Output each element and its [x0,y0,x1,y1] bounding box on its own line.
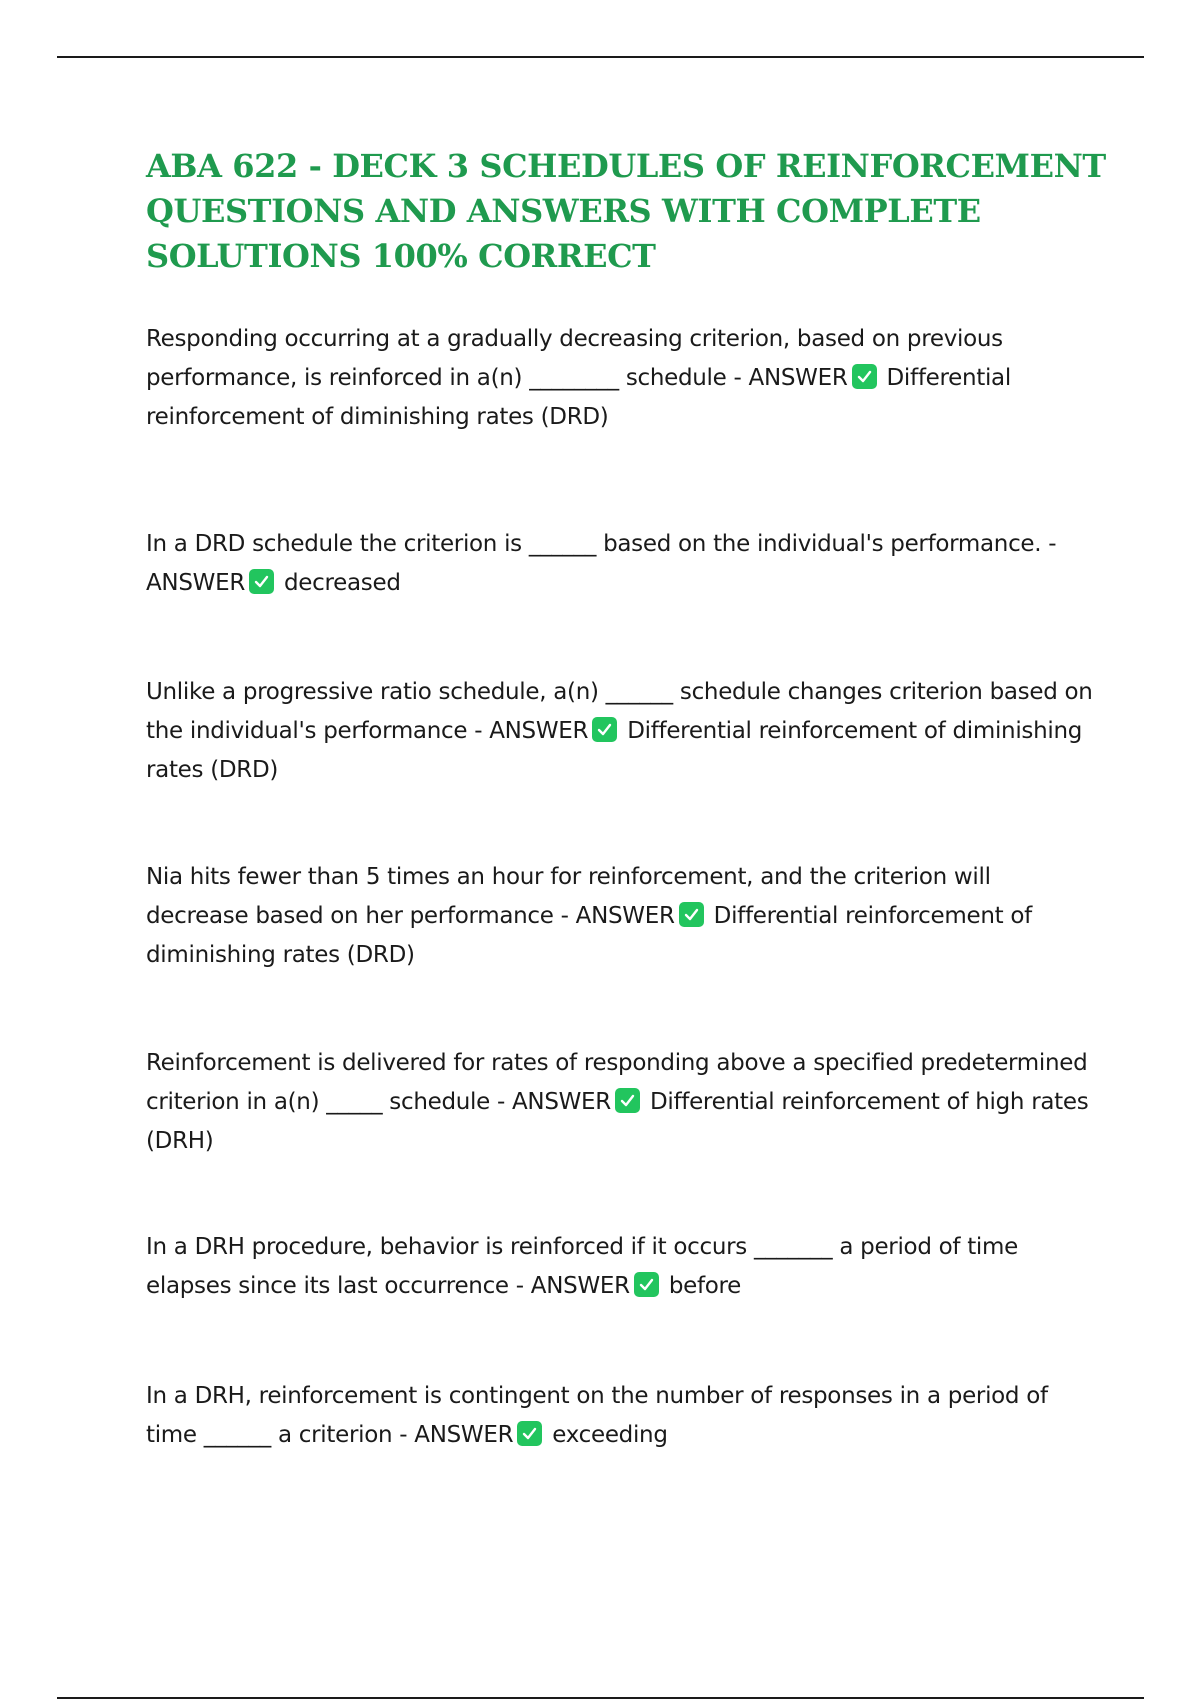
check-mark-icon [634,1272,659,1297]
qa-item-5 [146,1044,1096,1161]
qa-item-2 [146,525,1096,603]
check-mark-icon [679,902,704,927]
top-divider [57,56,1144,58]
answer-text: decreased [284,570,401,596]
question-text: Nia hits fewer than 5 times an hour for reinforcement, and the criterion will decrease based on her performance - ANSWER [146,864,991,929]
bottom-divider [57,1697,1144,1699]
qa-item-3 [146,673,1096,790]
question-text: Reinforcement is delivered for rates of responding above a specified predetermined criterion in a(n) _____ schedule - ANSWER [146,1050,1088,1115]
answer-text: before [668,1273,742,1299]
question-text: In a DRH procedure, behavior is reinforced if it occurs _______ a period of time elapses since its last occurrence - ANSWER [146,1234,1018,1299]
question-text: In a DRH, reinforcement is contingent on the number of responses in a period of time ______ a criterion - ANSWER [146,1383,1048,1448]
check-mark-icon [852,364,877,389]
answer-text: Differential reinforcement of diminishing rates (DRD) [146,718,1083,783]
qa-item-4 [146,858,1096,975]
qa-item-6 [146,1228,1096,1306]
qa-item-1 [146,320,1096,437]
check-mark-icon [249,569,274,594]
answer-text: exceeding [552,1422,668,1448]
check-mark-icon [517,1421,542,1446]
answer-text: Differential reinforcement of diminishing rates (DRD) [146,903,1032,968]
check-mark-icon [615,1088,640,1113]
answer-text: Differential reinforcement of diminishing rates (DRD) [146,365,1011,430]
question-text: Responding occurring at a gradually decreasing criterion, based on previous performance, is reinforced in a(n) ________ schedule - ANSWER [146,326,1003,391]
question-text: In a DRD schedule the criterion is ______ based on the individual's performance. - ANSWER [146,531,1057,596]
question-text: Unlike a progressive ratio schedule, a(n) ______ schedule changes criterion based on the individual's performance - ANSWER [146,679,1093,744]
check-mark-icon [592,717,617,742]
document-title: ABA 622 - DECK 3 SCHEDULES OF REINFORCEMENT QUESTIONS AND ANSWERS WITH COMPLETE SOLUTIONS 100% CORRECT [146,147,1106,275]
answer-text: Differential reinforcement of high rates (DRH) [146,1089,1089,1154]
qa-item-7 [146,1377,1096,1455]
